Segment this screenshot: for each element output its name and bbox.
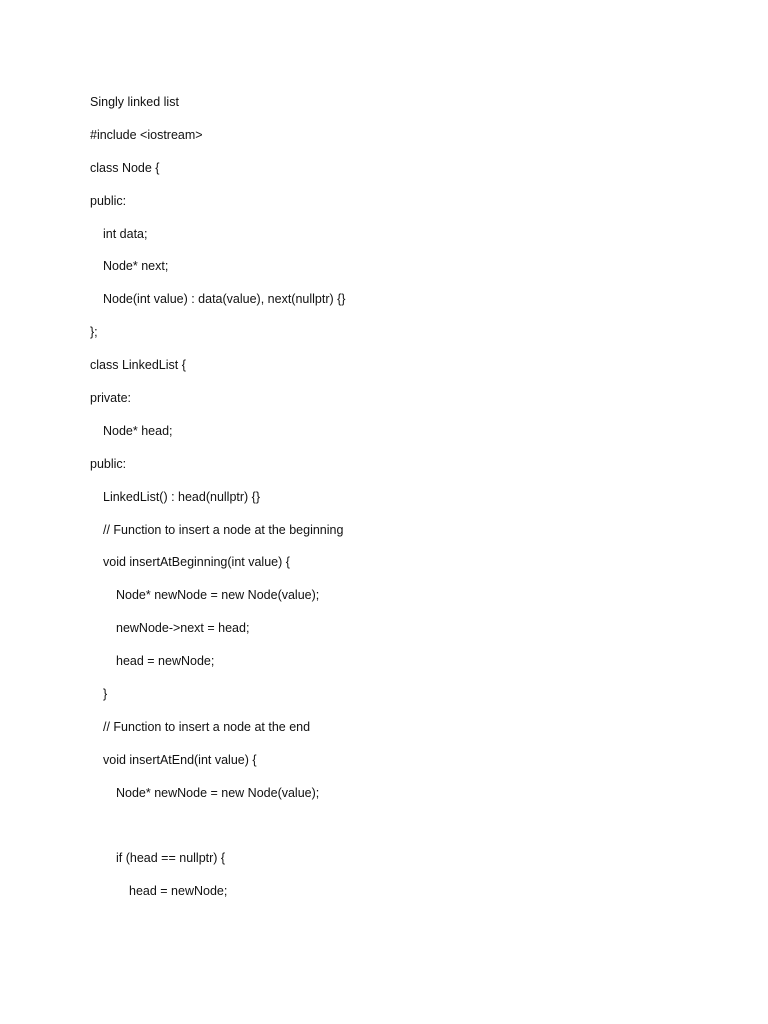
code-line: }; [90, 325, 98, 340]
code-comment: // Function to insert a node at the end [103, 719, 311, 734]
code-comment: // Function to insert a node at the beginning [103, 522, 344, 537]
code-line: Node* newNode = new Node(value); [116, 785, 320, 800]
code-line: newNode->next = head; [116, 621, 250, 636]
code-line: class LinkedList { [90, 358, 186, 373]
code-line: class Node { [90, 160, 160, 175]
code-line: void insertAtEnd(int value) { [103, 752, 257, 767]
code-line: Node(int value) : data(value), next(nullptr) {} [103, 292, 346, 307]
code-line: int data; [103, 226, 148, 241]
code-line: void insertAtBeginning(int value) { [103, 555, 290, 570]
code-line: LinkedList() : head(nullptr) {} [103, 489, 261, 504]
code-line: Node* newNode = new Node(value); [116, 588, 320, 603]
code-line: } [103, 687, 108, 702]
code-line: head = newNode; [129, 884, 228, 899]
code-line: private: [90, 391, 131, 406]
code-line: head = newNode; [116, 654, 215, 669]
document-body [90, 92, 728, 914]
code-line: public: [90, 193, 127, 208]
code-line: Node* next; [103, 259, 169, 274]
code-line: Node* head; [103, 423, 173, 438]
document-title: Singly linked list [90, 95, 179, 109]
code-line: if (head == nullptr) { [116, 851, 226, 866]
code-line: public: [90, 456, 127, 471]
blank-line [90, 816, 728, 849]
code-line: #include <iostream> [90, 127, 203, 142]
